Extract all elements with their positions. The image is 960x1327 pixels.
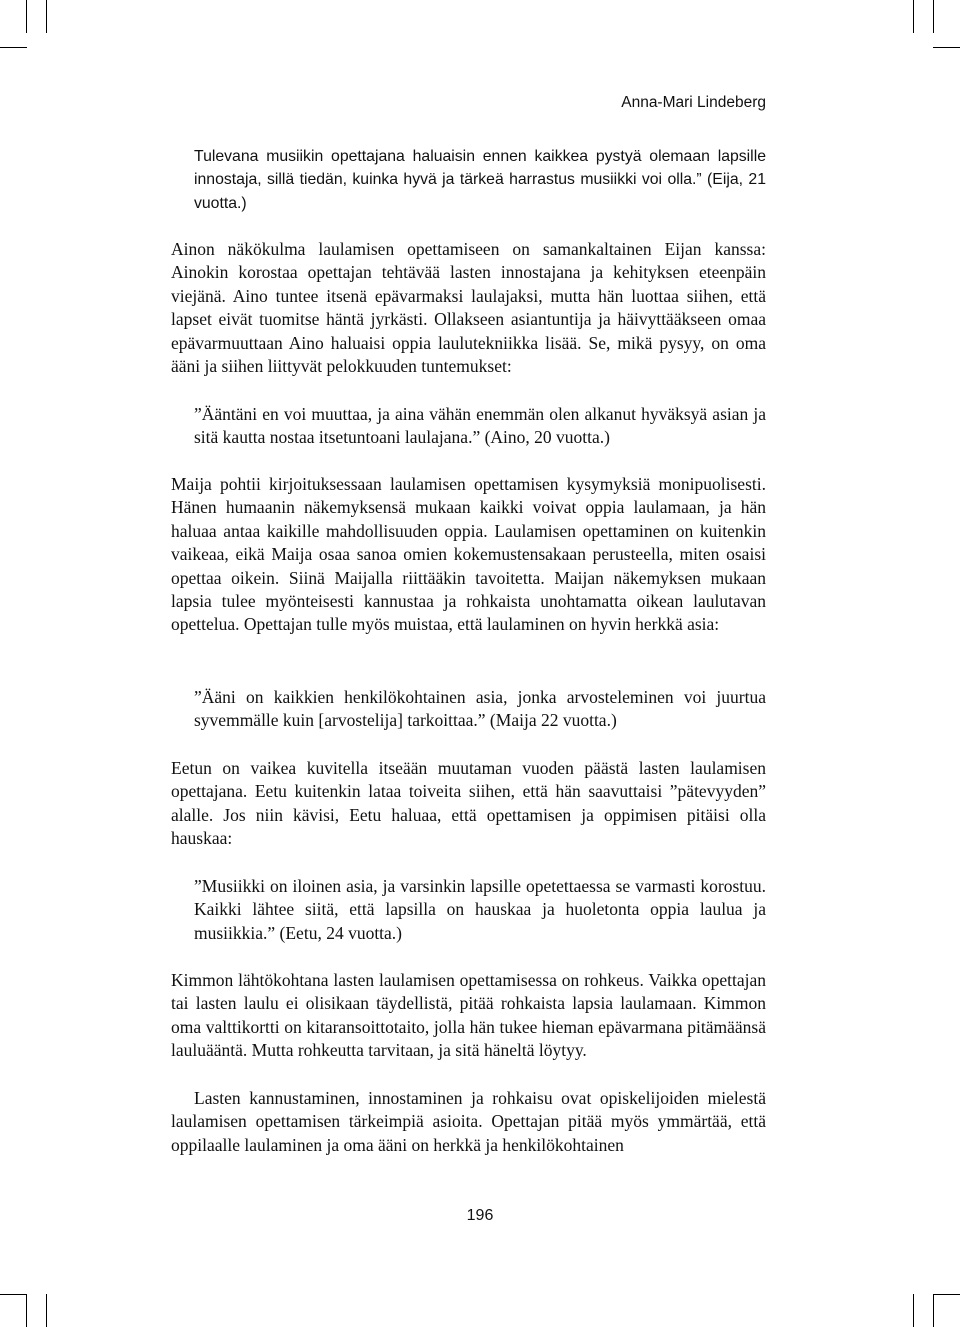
crop-mark [933, 47, 960, 48]
paragraph-aino: Ainon näkökulma laulamisen opettamiseen on samankaltainen Eijan kanssa: Ainokin korostaa opettajan tehtävää lasten innostajana ja kehityksen eteenpäin viejänä. Aino tuntee itsenä epävarmaksi laulajaksi, mutta hän luottaa siihen, että lapset eivät tuomitse häntä jyrkästi. Ollakseen asiantuntija ja häivyttääkseen omaa epävarmuuttaan Aino haluaisi oppia laulutekniikka lisää. Se, mikä pysyy, on oma ääni ja siihen liittyvät pelokkuuden tuntemukset: [171, 239, 766, 377]
page-number: 196 [466, 1207, 494, 1224]
paragraph-kimmo: Kimmon lähtökohtana lasten laulamisen opettamisessa on rohkeus. Vaikka opettajan tai lasten laulu ei olisikaan täydellistä, pitää rohkaista lapsia laulamaan. Kimmon oma valttikortti on kitaransoittotaito, jolla hän tukee hieman epävarmana pitämäänsä lauluääntä. Mutta rohkeutta tarvitaan, ja sitä häneltä löytyy. [171, 970, 766, 1061]
crop-mark [0, 1294, 27, 1295]
quote-aino: ”Ääntäni en voi muuttaa, ja aina vähän enemmän olen alkanut hyväksyä asian ja sitä kautta nostaa itsetuntoani laulajana.” (Aino, 20 vuotta.) [194, 404, 766, 448]
quote-eetu: ”Musiikki on iloinen asia, ja varsinkin lapsille opetettaessa se varmasti korostuu. Kaikki lähtee siitä, että lapsilla on hauskaa ja huoletonta oppia laulua ja musiikkia.” (Eetu, 24 vuotta.) [194, 876, 766, 943]
crop-mark [0, 47, 27, 48]
crop-mark [26, 1294, 27, 1327]
crop-mark [913, 0, 914, 33]
quote-maija: ”Ääni on kaikkien henkilökohtainen asia, jonka arvosteleminen voi juurtua syvemmälle kuin [arvostelija] tarkoittaa.” (Maija 22 vuotta.) [194, 687, 766, 731]
paragraph-eetu: Eetun on vaikea kuvitella itseään muutaman vuoden päästä lasten laulamisen opettajana. Eetu kuitenkin lataa toiveita siihen, että hän saavuttaisi ”pätevyyden” alalle. Jos niin kävisi, Eetu haluaa, että opettamisen ja oppimisen pitäisi olla hauskaa: [171, 758, 766, 849]
quote-eija: Tulevana musiikin opettajana haluaisin ennen kaikkea pystyä olemaan lapsille innostaja, sillä tiedän, kuinka hyvä ja tärkeä harrastus musiikki voi olla.” (Eija, 21 vuotta.) [194, 148, 766, 212]
crop-mark [933, 0, 934, 33]
paragraph-summary: Lasten kannustaminen, innostaminen ja rohkaisu ovat opiskelijoiden mielestä laulamisen opettamisen tärkeimpiä asioita. Opettajan pitää myös ymmärtää, että oppilaalle laulaminen ja oma ääni on herkkä ja henkilökohtainen [171, 1088, 766, 1155]
crop-mark [913, 1294, 914, 1327]
running-header: Anna-Mari Lindeberg [621, 94, 766, 111]
crop-mark [933, 1294, 960, 1295]
crop-mark [46, 1294, 47, 1327]
crop-mark [26, 0, 27, 33]
crop-mark [46, 0, 47, 33]
crop-mark [933, 1294, 934, 1327]
paragraph-maija: Maija pohtii kirjoituksessaan laulamisen opettamisen kysymyksiä monipuolisesti. Hänen humaanin näkemyksensä mukaan kaikki voivat oppia laulamaan, ja hän haluaa antaa kaikille mahdollisuuden oppia. Laulamisen opettaminen on kuitenkin vaikeaa, eikä Maija osaa sanoa omien kokemustensakaan perusteella, miten osaisi opettaa oikein. Siinä Maijalla riittääkin tavoitetta. Maijan näkemyksen mukaan lapsia tulee myönteisesti kannustaa ja rohkaista unohtamatta oikean laulutavan opettelua. Opettajan tulle myös muistaa, että laulaminen on hyvin herkkä asia: [171, 474, 766, 635]
